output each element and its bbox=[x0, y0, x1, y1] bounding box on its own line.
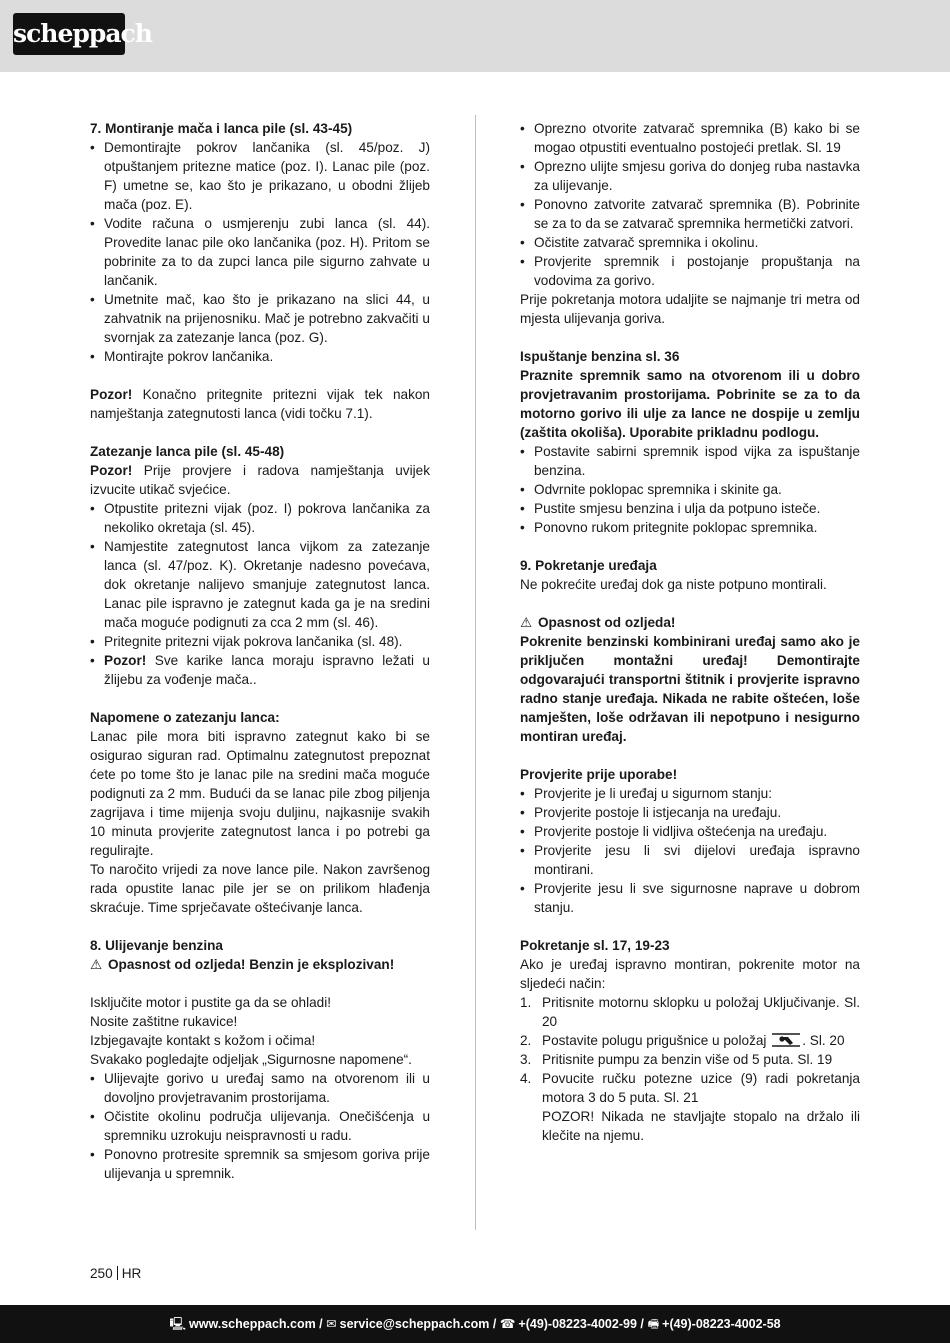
scheppach-logo: scheppach bbox=[13, 13, 125, 55]
mail-icon: ✉ bbox=[326, 1317, 337, 1331]
list-item: • Oprezno ulijte smjesu goriva do donjeg ruba nastavka za ulijevanje. bbox=[520, 157, 860, 195]
section-8-list bbox=[90, 1069, 430, 1183]
list-item: • Ponovno rukom pritegnite poklopac spremnika. bbox=[520, 518, 860, 537]
list-item: • Pritegnite pritezni vijak pokrova lančanika (sl. 48). bbox=[90, 632, 430, 651]
fax-icon: 🖷 bbox=[647, 1317, 660, 1331]
pozor-note bbox=[90, 461, 430, 499]
pozor-label: Pozor! bbox=[90, 387, 133, 402]
list-item: • Demontirajte pokrov lančanika (sl. 45/poz. J) otpuštanjem pritezne matice (poz. I). Lanac pile (poz. F) umetne se, kao što je prikazano, u obodni žlijeb mača (poz. E). bbox=[90, 138, 430, 214]
drain-warning: Praznite spremnik samo na otvorenom ili u dobro provjetravanim prostorijama. Pobrinite se za to da motorno gorivo ili ulje za lance ne dospije u zemlju (zaštita okoliša). Uporabite prikladnu podlogu. bbox=[520, 368, 860, 440]
start-intro: Ako je uređaj ispravno montiran, pokrenite motor na sljedeći način: bbox=[520, 957, 860, 991]
list-item: • Provjerite jesu li sve sigurnosne naprave u dobrom stanju. bbox=[520, 879, 860, 917]
list-item: • Provjerite je li uređaj u sigurnom stanju: bbox=[520, 784, 860, 803]
column-divider bbox=[475, 115, 476, 1230]
pozor-label: Pozor! bbox=[90, 463, 133, 478]
footer-fax: +(49)-08223-4002-58 bbox=[662, 1317, 781, 1331]
footer-phone: +(49)-08223-4002-99 / bbox=[518, 1317, 644, 1331]
right-column bbox=[520, 119, 860, 1145]
pozor-text: Prije provjere i radova namještanja uvijek izvucite utikač svjećice. bbox=[90, 463, 430, 497]
notes-paragraph: To naročito vrijedi za nove lance pile. Nakon završenog rada opustite lanac pile jer se on prilikom hlađenja skraćuje. Time sprječavate oštećivanje lanca. bbox=[90, 862, 430, 915]
section-7-title: 7. Montiranje mača i lanca pile (sl. 43-45) bbox=[90, 121, 353, 136]
left-column bbox=[90, 119, 430, 1183]
section-9-text: Ne pokrećite uređaj dok ga niste potpuno montirali. bbox=[520, 577, 827, 592]
pozor-text: Sve karike lanca moraju ispravno ležati u žlijebu za vođenje mača.. bbox=[104, 653, 430, 687]
footer-email[interactable]: service@scheppach.com / bbox=[339, 1317, 497, 1331]
list-item: • Otpustite pritezni vijak (poz. I) pokrova lančanika za nekoliko okretaja (sl. 45). bbox=[90, 499, 430, 537]
list-item: • Ulijevajte gorivo u uređaj samo na otvorenom ili u dovoljno provjetravanim prostorijama. bbox=[90, 1069, 430, 1107]
section-9-warning-title: ⚠ Opasnost od ozljeda! bbox=[520, 615, 676, 630]
instruction-line: Isključite motor i pustite ga da se ohladi! bbox=[90, 995, 332, 1010]
list-item: • Ponovno zatvorite zatvarač spremnika (B). Pobrinite se za to da se zatvarač spremnika hermetički zatvori. bbox=[520, 195, 860, 233]
list-item: • Provjerite postoje li istjecanja na uređaju. bbox=[520, 803, 860, 822]
section-9-title: 9. Pokretanje uređaja bbox=[520, 558, 657, 573]
drain-list bbox=[520, 442, 860, 537]
list-item: • Provjerite postoje li vidljiva oštećenja na uređaju. bbox=[520, 822, 860, 841]
pozor-label: Pozor! bbox=[104, 653, 147, 668]
footer-contact-bar bbox=[0, 1305, 950, 1343]
tension-list bbox=[90, 499, 430, 689]
list-item: • Vodite računa o usmjerenju zubi lanca (sl. 44). Provedite lanac pile oko lančanika (poz. H). Pritom se pobrinite za to da zupci lanca pile sigurno zahvate u lančanik. bbox=[90, 214, 430, 290]
start-steps bbox=[520, 993, 860, 1145]
choke-lever-icon bbox=[771, 1033, 801, 1047]
instruction-line: Izbjegavajte kontakt s kožom i očima! bbox=[90, 1033, 316, 1048]
list-item: • Odvrnite poklopac spremnika i skinite ga. bbox=[520, 480, 860, 499]
list-item: • Provjerite jesu li svi dijelovi uređaja ispravno montirani. bbox=[520, 841, 860, 879]
phone-icon: ☎ bbox=[499, 1317, 516, 1331]
start-title: Pokretanje sl. 17, 19-23 bbox=[520, 938, 670, 953]
list-item: • Očistite okolinu područja ulijevanja. Onečišćenja u spremniku uzrokuju neispravnosti u radu. bbox=[90, 1107, 430, 1145]
pozor-note bbox=[90, 385, 430, 423]
fuel-note: Prije pokretanja motora udaljite se najmanje tri metra od mjesta ulijevanja goriva. bbox=[520, 292, 860, 326]
step-item: 4. Povucite ručku potezne uzice (9) radi pokretanja motora 3 do 5 puta. Sl. 21 POZOR! Nikada ne stavljajte stopalo na držalo ili klečite na njemu. bbox=[520, 1069, 860, 1145]
check-title: Provjerite prije uporabe! bbox=[520, 767, 678, 782]
list-item: • Očistite zatvarač spremnika i okolinu. bbox=[520, 233, 860, 252]
list-item: • Oprezno otvorite zatvarač spremnika (B) kako bi se mogao otpustiti eventualno postojeći pretlak. Sl. 19 bbox=[520, 119, 860, 157]
list-item: • Montirajte pokrov lančanika. bbox=[90, 347, 430, 366]
warning-triangle-icon: ⚠ bbox=[90, 957, 103, 972]
list-item: • Namjestite zategnutost lanca vijkom za zatezanje lanca (sl. 47/poz. K). Okretanje nadesno povećava, dok okretanje nalijevo smanjuje zategnutost lanca. Lanac pile ispravno je zategnut kada ga je na sredini mača moguće podignuti za cca 2 mm (sl. 46). bbox=[90, 537, 430, 632]
list-item: • Postavite sabirni spremnik ispod vijka za ispuštanje benzina. bbox=[520, 442, 860, 480]
section-9-warning-text: Pokrenite benzinski kombinirani uređaj samo ako je priključen montažni uređaj! Demontirajte odgovarajući transportni štitnik i provjerite ispravno radno stanje uređaja. Nikada ne rabite oštećen, loše namješten, loše održavan ili nepotpuno i nesigurno montiran uređaj. bbox=[520, 634, 860, 744]
step-item: 1. Pritisnite motornu sklopku u položaj Uključivanje. Sl. 20 bbox=[520, 993, 860, 1031]
pozor-text: Konačno pritegnite pritezni vijak tek nakon namještanja zategnutosti lanca (vidi točku 7.1). bbox=[90, 387, 430, 421]
notes-paragraph: Lanac pile mora biti ispravno zategnut kako bi se osigurao siguran rad. Optimalnu zategnutost prepoznat ćete po tome što je lanac pile na sredini mača moguće podignuti za 2 mm. Budući da se lanac pile zbog piljenja zagrijava i time mijenja svoju duljinu, najkasnije svakih 10 minuta provjerite zategnutost lanca i po potrebi ga regulirajte. bbox=[90, 729, 430, 858]
tension-title: Zatezanje lanca pile (sl. 45-48) bbox=[90, 444, 285, 459]
page-number: 250 HR bbox=[90, 1266, 142, 1281]
header-band bbox=[0, 0, 950, 72]
notes-title: Napomene o zatezanju lanca: bbox=[90, 710, 280, 725]
instruction-line: Nosite zaštitne rukavice! bbox=[90, 1014, 238, 1029]
list-item: • Provjerite spremnik i postojanje propuštanja na vodovima za gorivo. bbox=[520, 252, 860, 290]
footer-website[interactable]: www.scheppach.com / bbox=[189, 1317, 323, 1331]
list-item: • Pustite smjesu benzina i ulja da potpuno isteče. bbox=[520, 499, 860, 518]
step-item: 3. Pritisnite pumpu za benzin više od 5 puta. Sl. 19 bbox=[520, 1050, 860, 1069]
list-item: • Umetnite mač, kao što je prikazano na slici 44, u zahvatnik na prijenosniku. Mač je potrebno zakvačiti u svornjak za zatezanje lanca (poz. G). bbox=[90, 290, 430, 347]
check-list bbox=[520, 784, 860, 917]
list-item: • Ponovno protresite spremnik sa smjesom goriva prije ulijevanja u spremnik. bbox=[90, 1145, 430, 1183]
fuel-list bbox=[520, 119, 860, 290]
warning-triangle-icon: ⚠ bbox=[520, 615, 533, 630]
computer-icon: 🖳 bbox=[169, 1317, 187, 1331]
list-item bbox=[90, 651, 430, 689]
section-8-title: 8. Ulijevanje benzina bbox=[90, 938, 223, 953]
section-8-warning: ⚠ Opasnost od ozljeda! Benzin je eksplozivan! bbox=[90, 957, 395, 972]
step-item: 2. Postavite polugu prigušnice u položaj . Sl. 20 bbox=[520, 1031, 860, 1050]
instruction-line: Svakako pogledajte odjeljak „Sigurnosne napomene“. bbox=[90, 1052, 412, 1067]
drain-title: Ispuštanje benzina sl. 36 bbox=[520, 349, 680, 364]
section-7-list bbox=[90, 138, 430, 366]
